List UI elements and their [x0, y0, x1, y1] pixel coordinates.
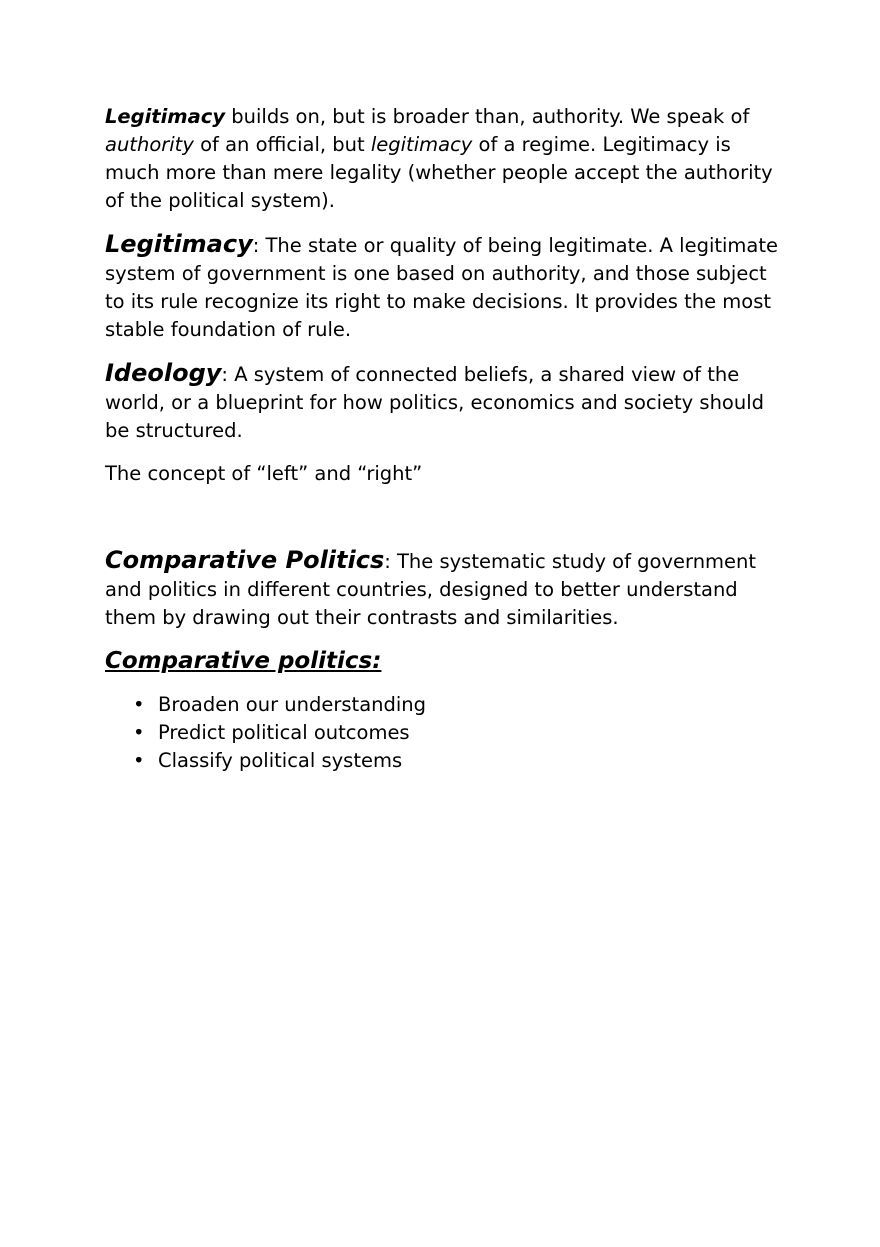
text-run: of a regime. Legitimacy is much more than mere legality (whether people accept the authority of the political system). [105, 133, 773, 212]
text-run: legitimacy [370, 133, 473, 156]
text-run: Ideology [105, 359, 222, 387]
comparative-politics-bullet-list [105, 691, 779, 775]
paragraph-comparative-politics-definition [105, 546, 779, 632]
empty-paragraph [105, 503, 779, 546]
text-run: of an official, but [193, 133, 371, 156]
list-item: • Predict political outcomes [133, 719, 779, 747]
text-run: : A system of connected beliefs, a shared view of the world, or a blueprint for how politics, economics and society should be structured. [105, 363, 765, 442]
text-run: : The state or quality of being legitimate. A legitimate system of government is one based on authority, and those subject to its rule recognize its right to make decisions. It provides the most stable foundation of rule. [105, 234, 779, 341]
text-run: Comparative Politics [105, 546, 385, 574]
text-run: : The systematic study of government and politics in different countries, designed to better understand them by drawing out their contrasts and similarities. [105, 550, 757, 629]
list-item: • Broaden our understanding [133, 691, 779, 719]
text-run: builds on, but is broader than, authority. We speak of [225, 105, 750, 128]
text-run: Comparative politics: [105, 648, 382, 674]
paragraph-legitimacy-intro [105, 103, 779, 215]
list-item: • Classify political systems [133, 747, 779, 775]
paragraph-legitimacy-definition [105, 230, 779, 344]
text-run: The concept of “left” and “right” [105, 462, 423, 485]
paragraph-left-right-concept [105, 460, 779, 488]
text-run: Legitimacy [105, 105, 226, 128]
text-run: authority [105, 133, 194, 156]
heading-comparative-politics [105, 647, 779, 676]
text-run: Legitimacy [105, 230, 253, 258]
paragraph-ideology-definition [105, 359, 779, 445]
